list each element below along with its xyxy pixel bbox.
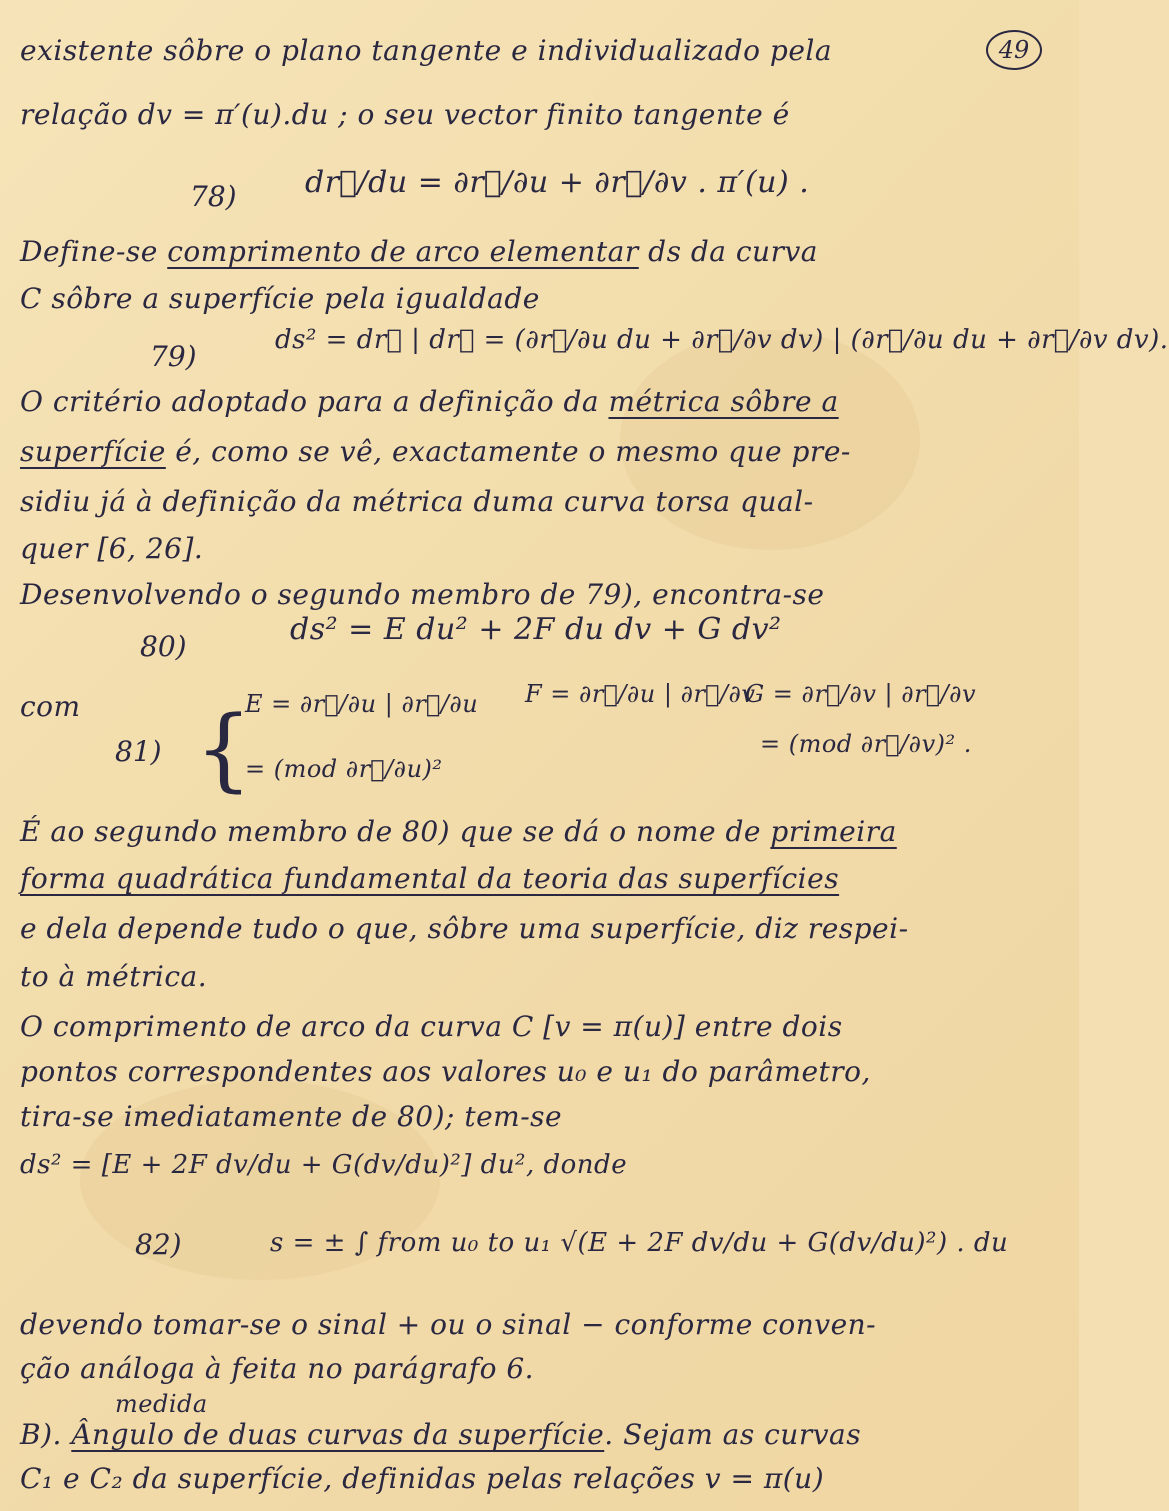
text-span: ds da curva	[638, 235, 818, 268]
underlined-term: primeira	[770, 815, 897, 848]
page-number: 49	[986, 30, 1042, 70]
text-line: tira-se imediatamente de 80); tem-se	[20, 1100, 563, 1133]
text-line: quer [6, 26].	[20, 532, 204, 565]
inserted-word: medida	[115, 1390, 208, 1418]
text-span: O critério adoptado para a definição da	[20, 385, 609, 418]
text-line	[20, 1418, 1060, 1451]
text-line: C sôbre a superfície pela igualdade	[20, 282, 540, 315]
brace: {	[195, 697, 253, 802]
underlined-term: superfície	[20, 435, 166, 468]
text-line: to à métrica.	[20, 960, 208, 993]
equation-number: 78)	[190, 180, 237, 213]
text-line	[20, 815, 1060, 848]
text-line: relação dv = π′(u).du ; o seu vector finito tangente é	[20, 98, 790, 131]
equation-80: ds² = E du² + 2F du dv + G dv²	[290, 612, 782, 647]
text-span: Define-se	[20, 235, 168, 268]
text-line	[20, 235, 1060, 268]
equation-78: dr⃗/du = ∂r⃗/∂u + ∂r⃗/∂v . π′(u) .	[305, 165, 810, 200]
equation-number: 79)	[150, 340, 197, 373]
text-line	[20, 385, 1060, 418]
text-span: . Sejam as curvas	[604, 1418, 862, 1451]
equation-81-E: E = ∂r⃗/∂u | ∂r⃗/∂u	[245, 690, 479, 718]
text-span: É ao segundo membro de 80) que se dá o nome de	[20, 815, 771, 848]
text-line: com	[20, 690, 81, 723]
equation-81-F: F = ∂r⃗/∂u | ∂r⃗/∂v	[525, 680, 756, 708]
equation-number: 82)	[135, 1228, 182, 1261]
equation-number: 81)	[115, 735, 162, 768]
text-span: B).	[20, 1418, 72, 1451]
section-heading: Ângulo de duas curvas da superfície	[71, 1418, 605, 1451]
equation-81-G-mod: = (mod ∂r⃗/∂v)² .	[760, 730, 972, 758]
underlined-term: comprimento de arco elementar	[167, 235, 639, 268]
underlined-term: métrica sôbre a	[608, 385, 839, 418]
text-line: sidiu já à definição da métrica duma curva torsa qual-	[20, 485, 814, 518]
equation-81-E-mod: = (mod ∂r⃗/∂u)²	[245, 755, 443, 783]
text-span: é, como se vê, exactamente o mesmo que pre-	[165, 435, 851, 468]
text-line: forma quadrática fundamental da teoria das superfícies	[20, 862, 840, 895]
equation-81-G: G = ∂r⃗/∂v | ∂r⃗/∂v	[745, 680, 977, 708]
text-line	[20, 435, 1060, 468]
equation-number: 80)	[140, 630, 187, 663]
equation-79: ds² = dr⃗ | dr⃗ = (∂r⃗/∂u du + ∂r⃗/∂v dv) | (∂r⃗/∂u du + ∂r⃗/∂v dv).	[275, 325, 1169, 355]
text-line: ção análoga à feita no parágrafo 6.	[20, 1352, 535, 1385]
text-line: existente sôbre o plano tangente e individualizado pela	[20, 34, 833, 67]
text-line: Desenvolvendo o segundo membro de 79), encontra-se	[20, 578, 825, 611]
text-line: C₁ e C₂ da superfície, definidas pelas relações v = π(u)	[20, 1462, 825, 1495]
text-line: pontos correspondentes aos valores u₀ e u₁ do parâmetro,	[20, 1055, 871, 1088]
text-line: ds² = [E + 2F dv/du + G(dv/du)²] du², donde	[20, 1150, 628, 1180]
text-line: O comprimento de arco da curva C [v = π(u)] entre dois	[20, 1010, 843, 1043]
text-line: e dela depende tudo o que, sôbre uma superfície, diz respei-	[20, 912, 909, 945]
text-line: devendo tomar-se o sinal + ou o sinal − conforme conven-	[20, 1308, 877, 1341]
equation-82: s = ± ∫ from u₀ to u₁ √(E + 2F dv/du + G(dv/du)²) . du	[270, 1228, 1009, 1258]
